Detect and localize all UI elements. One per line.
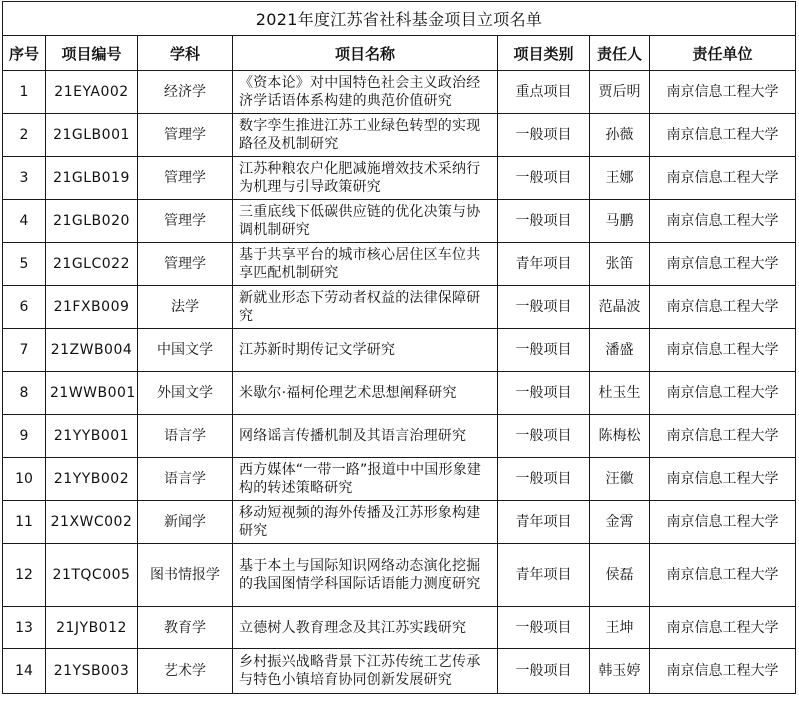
header-code: 项目编号	[46, 36, 138, 71]
cell-code: 21ZWB004	[46, 329, 138, 372]
cell-leader: 马鹏	[590, 200, 650, 243]
cell-category: 一般项目	[498, 372, 590, 415]
cell-project-name: 数字孪生推进江苏工业绿色转型的实现路径及机制研究	[233, 114, 498, 157]
cell-subject: 语言学	[138, 415, 233, 458]
table-row	[3, 200, 796, 243]
cell-seq: 1	[3, 71, 46, 114]
cell-category: 一般项目	[498, 329, 590, 372]
cell-category: 青年项目	[498, 243, 590, 286]
cell-category: 一般项目	[498, 157, 590, 200]
cell-code: 21GLB020	[46, 200, 138, 243]
cell-unit: 南京信息工程大学	[650, 329, 796, 372]
cell-leader: 汪徽	[590, 458, 650, 501]
cell-seq: 11	[3, 501, 46, 544]
cell-code: 21GLB019	[46, 157, 138, 200]
cell-category: 一般项目	[498, 200, 590, 243]
cell-code: 21XWC002	[46, 501, 138, 544]
cell-seq: 13	[3, 607, 46, 649]
cell-leader: 金霄	[590, 501, 650, 544]
cell-subject: 管理学	[138, 157, 233, 200]
project-list-table	[2, 1, 796, 694]
cell-subject: 管理学	[138, 243, 233, 286]
table-row	[3, 243, 796, 286]
table-row	[3, 458, 796, 501]
cell-category: 青年项目	[498, 544, 590, 607]
cell-unit: 南京信息工程大学	[650, 157, 796, 200]
cell-category: 重点项目	[498, 71, 590, 114]
cell-project-name: 乡村振兴战略背景下江苏传统工艺传承与特色小镇培育协同创新发展研究	[233, 649, 498, 694]
cell-leader: 王坤	[590, 607, 650, 649]
cell-unit: 南京信息工程大学	[650, 286, 796, 329]
table-row	[3, 607, 796, 649]
cell-leader: 范晶波	[590, 286, 650, 329]
cell-subject: 外国文学	[138, 372, 233, 415]
cell-seq: 5	[3, 243, 46, 286]
cell-project-name: 立德树人教育理念及其江苏实践研究	[233, 607, 498, 649]
cell-seq: 8	[3, 372, 46, 415]
cell-subject: 中国文学	[138, 329, 233, 372]
cell-unit: 南京信息工程大学	[650, 458, 796, 501]
cell-leader: 潘盛	[590, 329, 650, 372]
table-row	[3, 649, 796, 694]
cell-project-name: 新就业形态下劳动者权益的法律保障研究	[233, 286, 498, 329]
cell-project-name: 基于本土与国际知识网络动态演化挖掘的我国图情学科国际话语能力测度研究	[233, 544, 498, 607]
cell-unit: 南京信息工程大学	[650, 372, 796, 415]
cell-subject: 图书情报学	[138, 544, 233, 607]
cell-subject: 语言学	[138, 458, 233, 501]
cell-leader: 陈梅松	[590, 415, 650, 458]
cell-unit: 南京信息工程大学	[650, 200, 796, 243]
cell-unit: 南京信息工程大学	[650, 71, 796, 114]
cell-category: 一般项目	[498, 114, 590, 157]
table-body	[3, 71, 796, 694]
table-row	[3, 544, 796, 607]
cell-leader: 韩玉婷	[590, 649, 650, 694]
cell-unit: 南京信息工程大学	[650, 501, 796, 544]
table-row	[3, 157, 796, 200]
cell-code: 21EYA002	[46, 71, 138, 114]
header-category: 项目类别	[498, 36, 590, 71]
cell-category: 一般项目	[498, 458, 590, 501]
cell-leader: 张笛	[590, 243, 650, 286]
cell-project-name: 基于共享平台的城市核心居住区车位共享匹配机制研究	[233, 243, 498, 286]
table-header-row	[3, 36, 796, 71]
cell-leader: 侯磊	[590, 544, 650, 607]
cell-subject: 管理学	[138, 200, 233, 243]
cell-seq: 7	[3, 329, 46, 372]
header-name: 项目名称	[233, 36, 498, 71]
cell-project-name: 江苏新时期传记文学研究	[233, 329, 498, 372]
table-row	[3, 114, 796, 157]
cell-code: 21TQC005	[46, 544, 138, 607]
cell-seq: 3	[3, 157, 46, 200]
cell-project-name: 三重底线下低碳供应链的优化决策与协调机制研究	[233, 200, 498, 243]
cell-project-name: 《资本论》对中国特色社会主义政治经济学话语体系构建的典范价值研究	[233, 71, 498, 114]
cell-unit: 南京信息工程大学	[650, 415, 796, 458]
cell-unit: 南京信息工程大学	[650, 607, 796, 649]
header-subject: 学科	[138, 36, 233, 71]
table-row	[3, 415, 796, 458]
cell-seq: 12	[3, 544, 46, 607]
cell-code: 21YSB003	[46, 649, 138, 694]
cell-subject: 艺术学	[138, 649, 233, 694]
cell-code: 21YYB001	[46, 415, 138, 458]
cell-subject: 新闻学	[138, 501, 233, 544]
cell-unit: 南京信息工程大学	[650, 114, 796, 157]
cell-seq: 4	[3, 200, 46, 243]
cell-code: 21WWB001	[46, 372, 138, 415]
cell-subject: 管理学	[138, 114, 233, 157]
table-row	[3, 71, 796, 114]
cell-code: 21JYB012	[46, 607, 138, 649]
cell-category: 一般项目	[498, 415, 590, 458]
cell-leader: 杜玉生	[590, 372, 650, 415]
cell-leader: 王娜	[590, 157, 650, 200]
cell-code: 21GLB001	[46, 114, 138, 157]
cell-unit: 南京信息工程大学	[650, 544, 796, 607]
cell-project-name: 江苏种粮农户化肥减施增效技术采纳行为机理与引导政策研究	[233, 157, 498, 200]
cell-leader: 贾后明	[590, 71, 650, 114]
cell-unit: 南京信息工程大学	[650, 243, 796, 286]
cell-unit: 南京信息工程大学	[650, 649, 796, 694]
cell-code: 21YYB002	[46, 458, 138, 501]
header-leader: 责任人	[590, 36, 650, 71]
cell-subject: 经济学	[138, 71, 233, 114]
cell-leader: 孙薇	[590, 114, 650, 157]
cell-seq: 6	[3, 286, 46, 329]
cell-code: 21FXB009	[46, 286, 138, 329]
table-title: 2021年度江苏省社科基金项目立项名单	[3, 2, 796, 36]
table-row	[3, 286, 796, 329]
cell-subject: 法学	[138, 286, 233, 329]
cell-project-name: 米歇尔·福柯伦理艺术思想阐释研究	[233, 372, 498, 415]
cell-seq: 10	[3, 458, 46, 501]
cell-seq: 9	[3, 415, 46, 458]
cell-project-name: 西方媒体“一带一路”报道中中国形象建构的转述策略研究	[233, 458, 498, 501]
header-unit: 责任单位	[650, 36, 796, 71]
table-row	[3, 501, 796, 544]
cell-category: 一般项目	[498, 607, 590, 649]
cell-seq: 14	[3, 649, 46, 694]
cell-seq: 2	[3, 114, 46, 157]
table-row	[3, 329, 796, 372]
cell-category: 一般项目	[498, 649, 590, 694]
table-row	[3, 372, 796, 415]
cell-project-name: 网络谣言传播机制及其语言治理研究	[233, 415, 498, 458]
cell-project-name: 移动短视频的海外传播及江苏形象构建研究	[233, 501, 498, 544]
header-seq: 序号	[3, 36, 46, 71]
cell-code: 21GLC022	[46, 243, 138, 286]
cell-subject: 教育学	[138, 607, 233, 649]
table-title-row	[3, 2, 796, 36]
cell-category: 一般项目	[498, 286, 590, 329]
cell-category: 青年项目	[498, 501, 590, 544]
